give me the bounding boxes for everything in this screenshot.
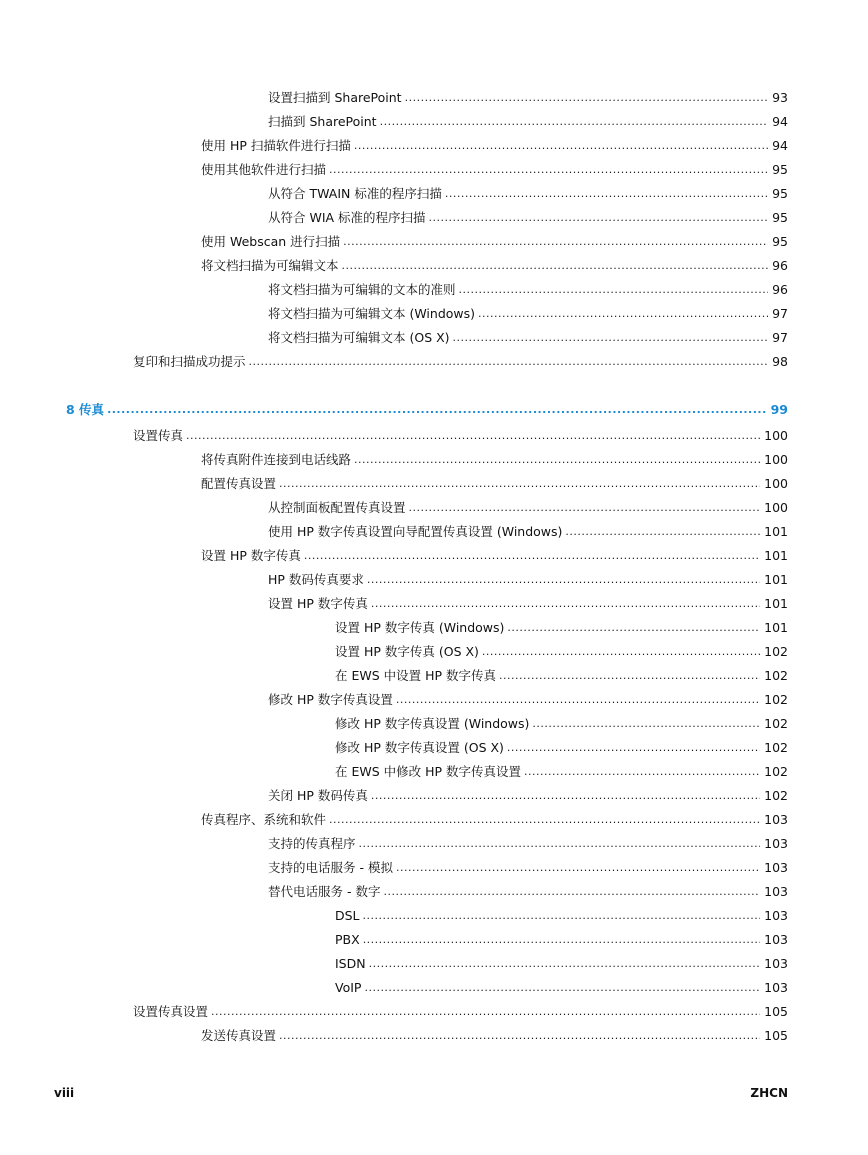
toc-entry-page: 100: [764, 452, 788, 467]
toc-entry-page: 94: [772, 138, 788, 153]
toc-entry[interactable]: [0, 616, 868, 640]
toc-entry-title: 将文档扫描为可编辑文本: [201, 258, 339, 273]
toc-entry-page: 100: [764, 428, 788, 443]
dot-leader: [279, 1024, 760, 1048]
toc-entry-page: 101: [764, 548, 788, 563]
toc-entry[interactable]: [0, 640, 868, 664]
toc-entry[interactable]: [0, 976, 868, 1000]
toc-entry-title: 扫描到 SharePoint: [268, 114, 377, 129]
toc-entry-title: 设置 HP 数字传真: [201, 548, 301, 563]
dot-leader: [363, 928, 760, 952]
dot-leader: [383, 880, 760, 904]
dot-leader: [405, 86, 769, 110]
dot-leader: [445, 182, 768, 206]
toc-entry-title: 配置传真设置: [201, 476, 277, 491]
dot-leader: [343, 230, 768, 254]
toc-entry[interactable]: [0, 1024, 868, 1048]
dot-leader: [507, 736, 760, 760]
toc-entry-page: 102: [764, 644, 788, 659]
toc-entry-page: 102: [764, 668, 788, 683]
toc-entry-page: 103: [764, 956, 788, 971]
toc-entry-title: 从符合 TWAIN 标准的程序扫描: [268, 186, 442, 201]
toc-entry[interactable]: [0, 206, 868, 230]
toc-entry[interactable]: [0, 760, 868, 784]
toc-entry-page: 94: [772, 114, 788, 129]
toc-entry-page: 95: [772, 162, 788, 177]
toc-entry[interactable]: [0, 736, 868, 760]
table-of-contents: [0, 86, 868, 1048]
toc-entry[interactable]: [0, 784, 868, 808]
dot-leader: [507, 616, 760, 640]
toc-entry-title: 使用 HP 扫描软件进行扫描: [201, 138, 351, 153]
dot-leader: [359, 832, 761, 856]
page-number: viii: [54, 1086, 75, 1100]
toc-entry-page: 103: [764, 884, 788, 899]
toc-entry[interactable]: [0, 86, 868, 110]
toc-entry[interactable]: [0, 302, 868, 326]
dot-leader: [459, 278, 769, 302]
toc-chapter-heading[interactable]: [0, 396, 868, 424]
toc-entry-page: 102: [764, 716, 788, 731]
toc-entry-page: 102: [764, 764, 788, 779]
toc-entry-title: 发送传真设置: [201, 1028, 277, 1043]
dot-leader: [186, 424, 760, 448]
toc-entry-page: 105: [764, 1004, 788, 1019]
toc-entry[interactable]: [0, 134, 868, 158]
toc-entry[interactable]: [0, 326, 868, 350]
toc-entry[interactable]: [0, 278, 868, 302]
toc-entry-page: 97: [772, 330, 788, 345]
toc-entry-title: 设置传真: [133, 428, 184, 443]
toc-entry-page: 101: [764, 596, 788, 611]
toc-entry[interactable]: [0, 520, 868, 544]
toc-entry-title: 修改 HP 数字传真设置 (Windows): [335, 716, 530, 731]
toc-entry[interactable]: [0, 110, 868, 134]
toc-entry-title: 使用 Webscan 进行扫描: [201, 234, 341, 249]
toc-entry-page: 100: [764, 500, 788, 515]
toc-entry[interactable]: [0, 832, 868, 856]
toc-entry-title: 将文档扫描为可编辑的文本的准则: [268, 282, 456, 297]
toc-entry[interactable]: [0, 688, 868, 712]
toc-entry-page: 98: [772, 354, 788, 369]
toc-entry[interactable]: [0, 254, 868, 278]
dot-leader: [304, 544, 760, 568]
toc-entry-page: 103: [764, 980, 788, 995]
dot-leader: [107, 398, 767, 422]
toc-entry[interactable]: [0, 424, 868, 448]
dot-leader: [453, 326, 769, 350]
toc-entry-title: 复印和扫描成功提示: [133, 354, 246, 369]
toc-entry-page: 101: [764, 620, 788, 635]
toc-entry-page: 95: [772, 186, 788, 201]
toc-entry-title: VoIP: [335, 980, 362, 995]
toc-entry-title: PBX: [335, 932, 360, 947]
toc-entry[interactable]: [0, 880, 868, 904]
toc-entry[interactable]: [0, 664, 868, 688]
toc-entry[interactable]: [0, 182, 868, 206]
dot-leader: [429, 206, 769, 230]
toc-entry[interactable]: [0, 230, 868, 254]
dot-leader: [354, 448, 760, 472]
toc-entry-page: 103: [764, 932, 788, 947]
toc-entry-title: 修改 HP 数字传真设置: [268, 692, 393, 707]
toc-entry-title: 从控制面板配置传真设置: [268, 500, 406, 515]
dot-leader: [478, 302, 768, 326]
toc-entry[interactable]: [0, 808, 868, 832]
toc-entry-title: 8 传真: [66, 402, 105, 417]
toc-entry-title: ISDN: [335, 956, 366, 971]
toc-entry-page: 100: [764, 476, 788, 491]
toc-entry[interactable]: [0, 496, 868, 520]
toc-entry-page: 103: [764, 860, 788, 875]
toc-entry-title: 设置 HP 数字传真: [268, 596, 368, 611]
dot-leader: [369, 952, 761, 976]
toc-entry-title: 将文档扫描为可编辑文本 (Windows): [268, 306, 476, 321]
toc-entry-page: 103: [764, 908, 788, 923]
dot-leader: [499, 664, 760, 688]
dot-leader: [532, 712, 760, 736]
dot-leader: [363, 904, 761, 928]
toc-entry-page: 95: [772, 210, 788, 225]
toc-entry-page: 96: [772, 282, 788, 297]
dot-leader: [371, 784, 760, 808]
toc-entry-page: 99: [770, 402, 788, 417]
toc-entry-page: 93: [772, 90, 788, 105]
dot-leader: [329, 158, 768, 182]
toc-entry[interactable]: [0, 856, 868, 880]
toc-entry-title: 设置 HP 数字传真 (OS X): [335, 644, 479, 659]
toc-entry[interactable]: [0, 928, 868, 952]
dot-leader: [371, 592, 760, 616]
dot-leader: [367, 568, 760, 592]
toc-entry-title: 将文档扫描为可编辑文本 (OS X): [268, 330, 450, 345]
toc-entry-title: HP 数码传真要求: [268, 572, 364, 587]
toc-entry-title: 设置 HP 数字传真 (Windows): [335, 620, 505, 635]
dot-leader: [380, 110, 769, 134]
toc-entry[interactable]: [0, 952, 868, 976]
toc-entry[interactable]: [0, 158, 868, 182]
toc-entry-page: 101: [764, 524, 788, 539]
toc-entry-title: 替代电话服务 - 数字: [268, 884, 381, 899]
toc-entry-page: 103: [764, 812, 788, 827]
toc-entry-title: 支持的传真程序: [268, 836, 356, 851]
toc-entry-title: 设置传真设置: [133, 1004, 209, 1019]
dot-leader: [249, 350, 769, 374]
toc-entry-page: 102: [764, 788, 788, 803]
toc-entry-page: 102: [764, 692, 788, 707]
dot-leader: [409, 496, 761, 520]
toc-entry[interactable]: [0, 448, 868, 472]
toc-entry-page: 96: [772, 258, 788, 273]
toc-entry[interactable]: [0, 544, 868, 568]
toc-entry[interactable]: [0, 350, 868, 374]
toc-entry-page: 95: [772, 234, 788, 249]
toc-entry-title: 设置扫描到 SharePoint: [268, 90, 402, 105]
toc-entry-title: 在 EWS 中设置 HP 数字传真: [335, 668, 497, 683]
toc-entry-title: 在 EWS 中修改 HP 数字传真设置: [335, 764, 522, 779]
toc-entry-title: 使用 HP 数字传真设置向导配置传真设置 (Windows): [268, 524, 563, 539]
dot-leader: [342, 254, 769, 278]
toc-entry-title: 关闭 HP 数码传真: [268, 788, 368, 803]
toc-entry[interactable]: [0, 568, 868, 592]
toc-entry-page: 97: [772, 306, 788, 321]
dot-leader: [396, 856, 760, 880]
toc-entry[interactable]: [0, 904, 868, 928]
language-code: ZHCN: [750, 1086, 788, 1100]
dot-leader: [524, 760, 760, 784]
toc-entry[interactable]: [0, 592, 868, 616]
toc-entry[interactable]: [0, 1000, 868, 1024]
toc-entry-title: 从符合 WIA 标准的程序扫描: [268, 210, 426, 225]
dot-leader: [396, 688, 760, 712]
toc-entry[interactable]: [0, 712, 868, 736]
toc-entry-page: 101: [764, 572, 788, 587]
toc-entry-title: 支持的电话服务 - 模拟: [268, 860, 393, 875]
toc-entry-title: 传真程序、系统和软件: [201, 812, 327, 827]
dot-leader: [364, 976, 760, 1000]
dot-leader: [354, 134, 768, 158]
toc-entry-page: 105: [764, 1028, 788, 1043]
toc-entry-title: DSL: [335, 908, 360, 923]
dot-leader: [565, 520, 760, 544]
dot-leader: [279, 472, 760, 496]
dot-leader: [482, 640, 760, 664]
toc-entry-page: 102: [764, 740, 788, 755]
toc-entry-title: 修改 HP 数字传真设置 (OS X): [335, 740, 504, 755]
dot-leader: [329, 808, 760, 832]
toc-entry-page: 103: [764, 836, 788, 851]
toc-entry-title: 将传真附件连接到电话线路: [201, 452, 352, 467]
dot-leader: [211, 1000, 760, 1024]
toc-entry[interactable]: [0, 472, 868, 496]
toc-entry-title: 使用其他软件进行扫描: [201, 162, 327, 177]
